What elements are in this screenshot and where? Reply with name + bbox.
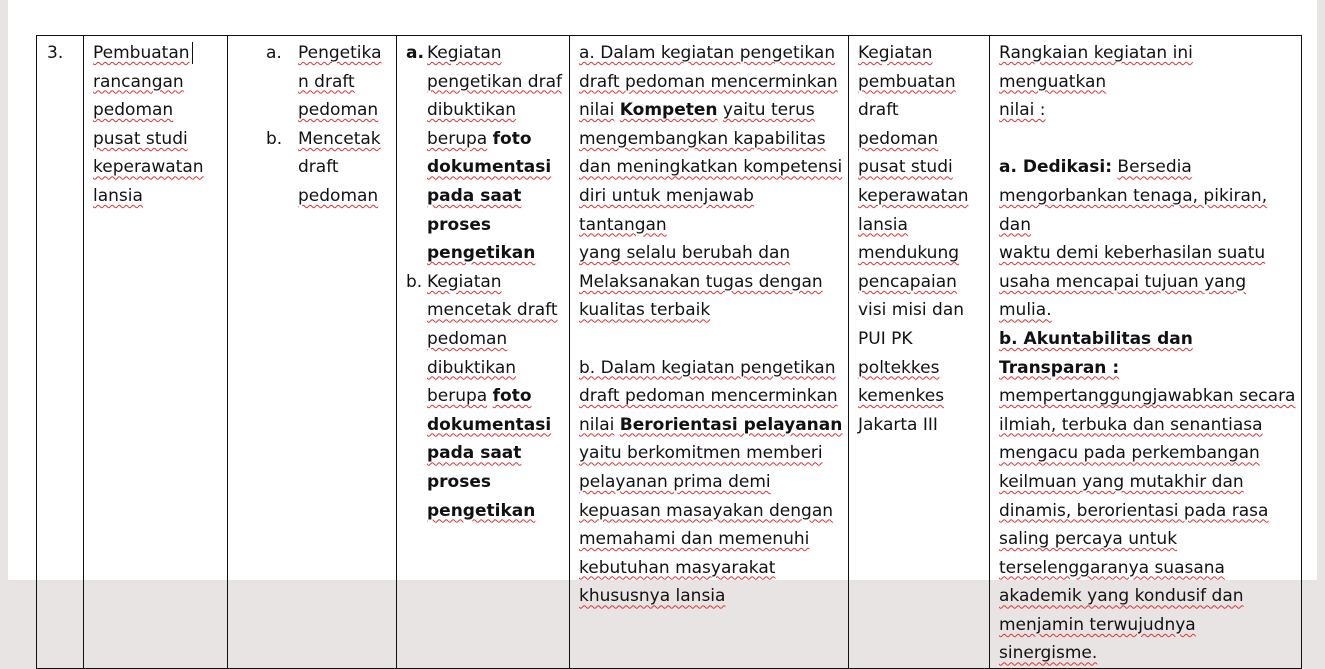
activity-cell (84, 36, 228, 669)
list-item: b. Mencetak draft pedoman (266, 128, 381, 206)
table-row (37, 36, 1302, 669)
row-number-cell (37, 36, 84, 669)
list-item: a. Pengetika n draft pedoman (266, 43, 382, 121)
activity-line: rancangan (93, 71, 184, 92)
activity-line: pedoman (93, 100, 174, 121)
activity-line: Pembuatan (93, 43, 190, 63)
steps-cell (228, 36, 397, 669)
activity-line: pusat studi (93, 128, 188, 149)
values-cell: a. Dalam kegiatan pengetikan draft pedoman mencerminkan nilai Kompeten yaitu terus mengembangkan kapabilitas dan meningkatkan kompetensi diri untuk menjawab tantangan yang selalu berubah dan Melaksanakan tugas dengan kualitas terbaik b. Dalam kegiatan pengetikan draft pedoman mencerminkan nilai Berorientasi pelayanan yaitu berkomitmen memberi pelayanan prima demi kepuasan masayakan dengan memahami dan memenuhi kebutuhan masyarakat khususnya lansia (570, 36, 849, 669)
text-cursor (192, 42, 193, 64)
evidence-cell (397, 36, 570, 669)
list-item: a. Kegiatan pengetikan draf dibuktikan berupa foto dokumentasi pada saat proses pengetikan (406, 43, 562, 264)
activity-line: lansia (93, 185, 143, 206)
strengthen-cell: Rangkaian kegiatan ini menguatkan nilai : a. Dedikasi: Bersedia mengorbankan tenaga, pikiran, dan waktu demi keberhasilan suatu usaha mencapai tujuan yang mulia. b. Akuntabilitas dan Transparan : mempertanggungjawabkan secara ilmiah, terbuka dan senantiasa mengacu pada perkembangan keilmuan yang mutakhir dan dinamis, berorientasi pada rasa saling percaya untuk terselenggaranya suasana akademik yang kondusif dan menjamin terwujudnya sinergisme. (990, 36, 1302, 669)
impact-cell: Kegiatan pembuatan draft pedoman pusat studi keperawatan lansia mendukung pencapaian visi misi dan PUI PK poltekkes kemenkes Jakarta III (849, 36, 990, 669)
activity-line: keperawatan (93, 157, 204, 178)
list-item: b. Kegiatan mencetak draft pedoman dibuktikan berupa foto dokumentasi pada saat proses pengetikan (406, 271, 558, 521)
row-number: 3. (47, 43, 64, 63)
document-page (8, 0, 1317, 664)
activity-table (36, 35, 1302, 669)
